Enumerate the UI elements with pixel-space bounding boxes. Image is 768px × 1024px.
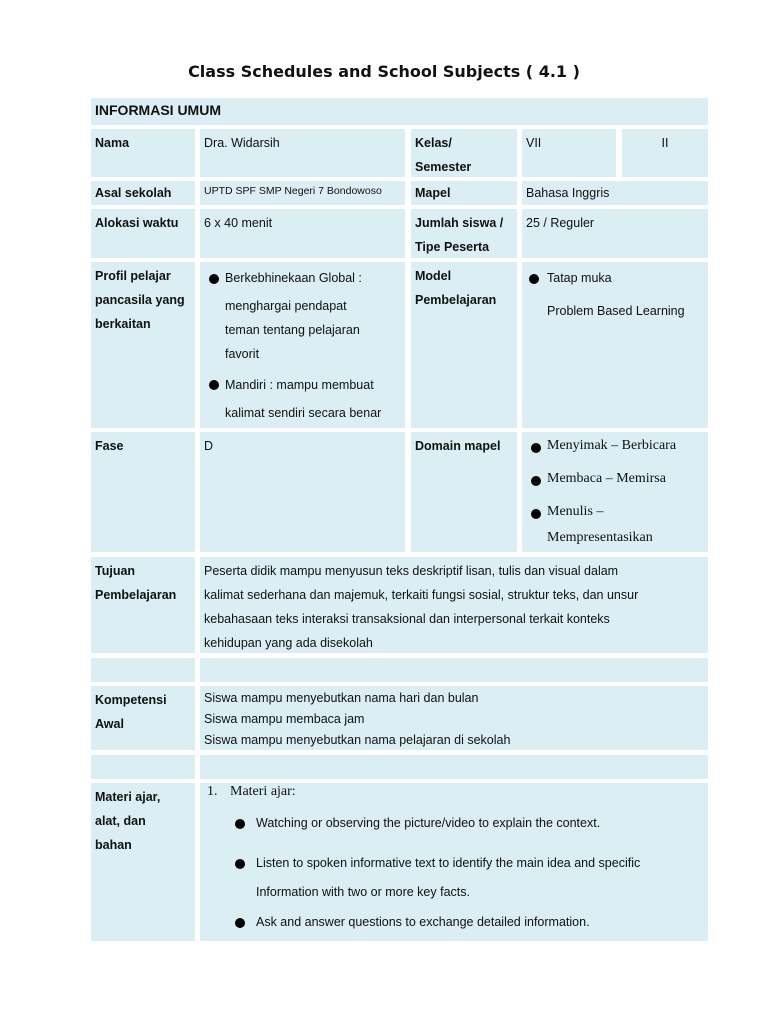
nama-label: Nama xyxy=(91,129,195,177)
kompetensi-label-line: Kompetensi xyxy=(95,693,167,707)
materi-heading: Materi ajar: xyxy=(230,784,296,799)
model-item: Problem Based Learning xyxy=(547,304,685,318)
section-header: INFORMASI UMUM xyxy=(91,98,708,125)
profil-label xyxy=(91,262,195,428)
materi-label-line: bahan xyxy=(95,838,132,852)
domain-item: Menyimak – Berbicara xyxy=(547,438,677,453)
empty-cell xyxy=(200,755,708,779)
materi-label-line: alat, dan xyxy=(95,814,146,828)
bullet-icon xyxy=(209,274,219,284)
jumlah-value: 25 / Reguler xyxy=(522,209,708,258)
tujuan-line: kebahasaan teks interaksi transaksional dan interpersonal terkait konteks xyxy=(204,612,610,626)
domain-label: Domain mapel xyxy=(411,432,517,552)
profil-item2-line: kalimat sendiri secara benar xyxy=(225,406,382,420)
nama-value: Dra. Widarsih xyxy=(200,129,405,177)
document-title: Class Schedules and School Subjects ( 4.1 ) xyxy=(188,62,580,81)
bullet-icon xyxy=(235,859,245,869)
kelas-label-line2: Semester xyxy=(415,160,472,174)
profil-item1-line: menghargai pendapat xyxy=(225,299,347,313)
bullet-icon xyxy=(531,476,541,486)
empty-cell xyxy=(91,658,195,682)
profil-item2-line: Mandiri : mampu membuat xyxy=(225,378,374,392)
materi-label xyxy=(91,783,195,941)
kompetensi-label xyxy=(91,686,195,750)
materi-bullet: Ask and answer questions to exchange detailed information. xyxy=(256,915,590,929)
model-label-line: Model xyxy=(415,269,452,283)
jumlah-label-line1: Jumlah siswa / xyxy=(415,216,504,230)
jumlah-label-line2: Tipe Peserta xyxy=(415,240,490,254)
kompetensi-line: Siswa mampu menyebutkan nama hari dan bulan xyxy=(204,691,479,705)
profil-label-line: Profil pelajar xyxy=(95,269,171,283)
kompetensi-line: Siswa mampu membaca jam xyxy=(204,712,365,726)
tujuan-line: kalimat sederhana dan majemuk, terkaiti fungsi sosial, struktur teks, dan unsur xyxy=(204,588,639,602)
profil-label-line: pancasila yang xyxy=(95,293,185,307)
domain-value xyxy=(522,432,708,552)
profil-item1-line: teman tentang pelajaran xyxy=(225,323,360,337)
materi-number: 1. xyxy=(207,784,218,799)
materi-bullet: Watching or observing the picture/video to explain the context. xyxy=(256,816,601,830)
kelas-value: VII xyxy=(522,129,616,177)
model-item: Tatap muka xyxy=(547,271,612,285)
materi-bullet: Listen to spoken informative text to identify the main idea and specific xyxy=(256,856,641,870)
model-label-line: Pembelajaran xyxy=(415,293,497,307)
materi-label-line: Materi ajar, xyxy=(95,790,161,804)
bullet-icon xyxy=(209,380,219,390)
kompetensi-value xyxy=(200,686,708,750)
model-value xyxy=(522,262,708,428)
alokasi-value: 6 x 40 menit xyxy=(200,209,405,258)
tujuan-label xyxy=(91,557,195,653)
tujuan-line: kehidupan yang ada disekolah xyxy=(204,636,373,650)
tujuan-value xyxy=(200,557,708,653)
fase-label: Fase xyxy=(91,432,195,552)
domain-item: Membaca – Memirsa xyxy=(547,471,666,486)
jumlah-label xyxy=(411,209,517,258)
bullet-icon xyxy=(531,443,541,453)
kompetensi-label-line: Awal xyxy=(95,717,124,731)
mapel-value: Bahasa Inggris xyxy=(522,181,708,205)
profil-item1-line: favorit xyxy=(225,347,260,361)
model-label xyxy=(411,262,517,428)
profil-item1-line: Berkebhinekaan Global : xyxy=(225,271,362,285)
bullet-icon xyxy=(531,509,541,519)
fase-value: D xyxy=(200,432,405,552)
domain-item-continuation: Mempresentasikan xyxy=(547,530,653,545)
alokasi-label: Alokasi waktu xyxy=(91,209,195,258)
mapel-label: Mapel xyxy=(411,181,517,205)
kelas-label-line1: Kelas/ xyxy=(415,136,452,150)
tujuan-label-line: Tujuan xyxy=(95,564,136,578)
empty-cell xyxy=(200,658,708,682)
tujuan-line: Peserta didik mampu menyusun teks deskriptif lisan, tulis dan visual dalam xyxy=(204,564,619,578)
domain-item: Menulis – xyxy=(547,504,604,519)
asal-sekolah-value: UPTD SPF SMP Negeri 7 Bondowoso xyxy=(200,181,405,205)
bullet-icon xyxy=(235,918,245,928)
semester-value: II xyxy=(622,129,708,177)
profil-label-line: berkaitan xyxy=(95,317,151,331)
kelas-label xyxy=(411,129,517,177)
profil-value xyxy=(200,262,405,428)
materi-bullet-continuation: Information with two or more key facts. xyxy=(256,885,470,899)
tujuan-label-line: Pembelajaran xyxy=(95,588,177,602)
materi-value xyxy=(200,783,708,941)
asal-sekolah-label: Asal sekolah xyxy=(91,181,195,205)
empty-cell xyxy=(91,755,195,779)
kompetensi-line: Siswa mampu menyebutkan nama pelajaran di sekolah xyxy=(204,733,511,747)
bullet-icon xyxy=(235,819,245,829)
bullet-icon xyxy=(529,274,539,284)
